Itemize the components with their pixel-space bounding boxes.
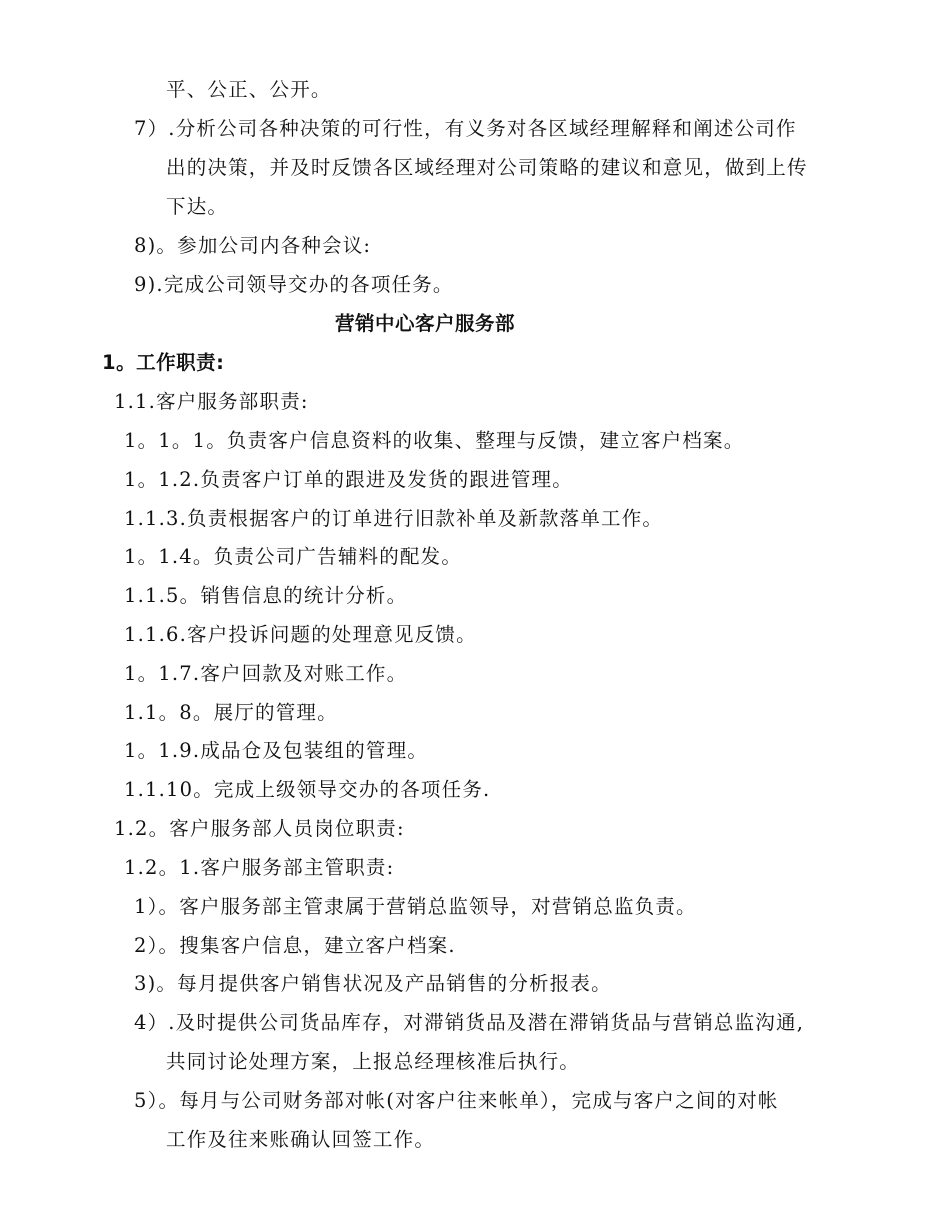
text-line: 共同讨论处理方案，上报总经理核准后执行。 (166, 1050, 581, 1073)
list-item: 1.1.6.客户投诉问题的处理意见反馈。 (124, 623, 477, 646)
subsection-heading: 1.2。客户服务部人员岗位职责: (114, 817, 405, 840)
text-line: 平、公正、公开。 (166, 78, 332, 101)
list-item: 1）。客户服务部主管隶属于营销总监领导，对营销总监负责。 (134, 895, 697, 918)
subsection-heading: 1.2。1.客户服务部主管职责: (124, 856, 395, 879)
list-item: 1.1.10。完成上级领导交办的各项任务. (124, 778, 491, 801)
list-item: 1.1。8。展厅的管理。 (124, 701, 338, 724)
list-item: 1。1.9.成品仓及包装组的管理。 (124, 739, 429, 762)
list-item: 1.1.3.负责根据客户的订单进行旧款补单及新款落单工作。 (124, 507, 664, 530)
list-item-9: 9).完成公司领导交办的各项任务。 (134, 273, 454, 296)
list-item: 1.1.5。销售信息的统计分析。 (124, 584, 408, 607)
list-item-7: 7）.分析公司各种决策的可行性，有义务对各区域经理解释和阐述公司作 (134, 117, 797, 140)
list-item: 1。1.2.负责客户订单的跟进及发货的跟进管理。 (124, 468, 573, 491)
text-line: 工作及往来账确认回签工作。 (166, 1128, 436, 1151)
list-item: 5）。每月与公司财务部对帐(对客户往来帐单），完成与客户之间的对帐 (134, 1089, 779, 1112)
list-item: 1。1.4。负责公司广告辅料的配发。 (124, 545, 463, 568)
list-item: 3)。每月提供客户销售状况及产品销售的分析报表。 (134, 972, 612, 995)
list-item: 1。1。1。负责客户信息资料的收集、整理与反馈，建立客户档案。 (124, 429, 745, 452)
text-line: 下达。 (166, 195, 229, 218)
section-heading-duties: 1。工作职责: (102, 351, 225, 374)
subsection-heading: 1.1.客户服务部职责: (114, 390, 309, 413)
section-title: 营销中心客户服务部 (334, 312, 515, 335)
list-item-8: 8)。参加公司内各种会议: (134, 234, 372, 257)
list-item: 4）.及时提供公司货品库存，对滞销货品及潜在滞销货品与营销总监沟通, (134, 1011, 805, 1034)
text-line: 出的决策，并及时反馈各区域经理对公司策略的建议和意见，做到上传 (166, 156, 808, 179)
list-item: 2）。搜集客户信息，建立客户档案. (134, 934, 456, 957)
list-item: 1。1.7.客户回款及对账工作。 (124, 662, 408, 685)
